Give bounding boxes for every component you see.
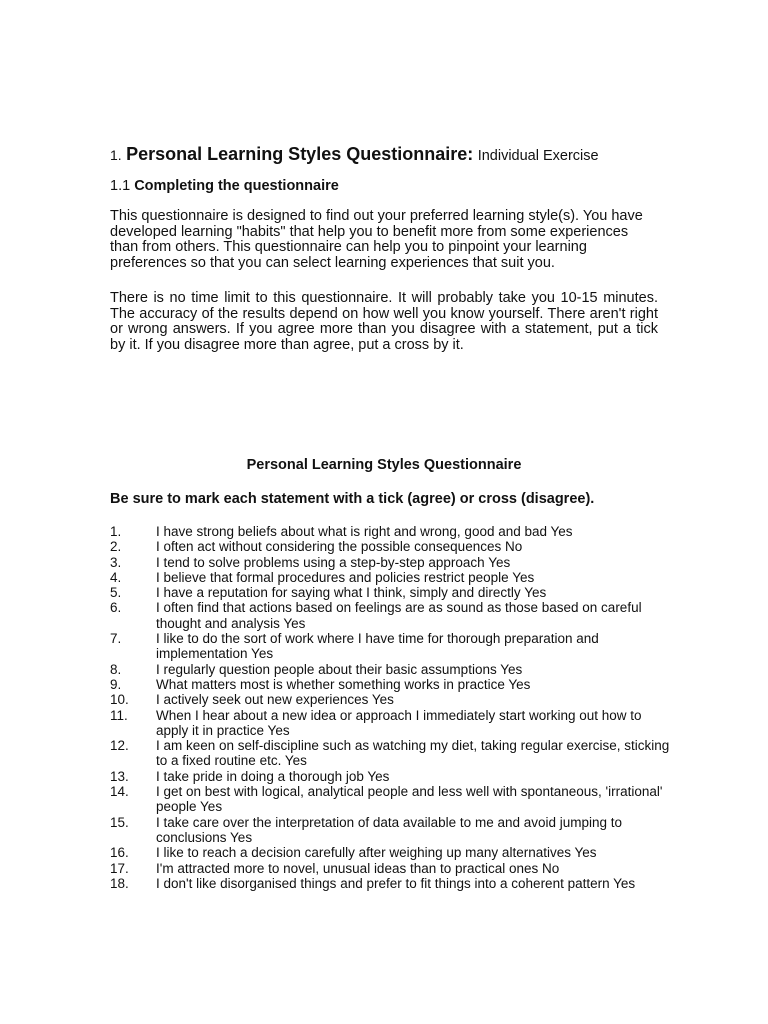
list-item bbox=[110, 876, 670, 891]
item-text: I like to do the sort of work where I have time for thorough preparation and implementation Yes bbox=[156, 631, 599, 662]
list-item bbox=[110, 784, 670, 815]
list-item bbox=[110, 524, 670, 539]
item-text: I often act without considering the possible consequences No bbox=[156, 539, 523, 555]
item-number: 5. bbox=[110, 585, 122, 601]
item-text: I don't like disorganised things and prefer to fit things into a coherent pattern Yes bbox=[156, 875, 636, 891]
list-item bbox=[110, 555, 670, 570]
instructions-paragraph: There is no time limit to this questionnaire. It will probably take you 10-15 minutes. The accuracy of the results depend on how well you know yourself. There aren't right or wrong answers. If you agree more than you disagree with a statement, put a tick by it. If you disagree more than agree, put a cross by it. bbox=[110, 290, 658, 353]
list-item bbox=[110, 600, 670, 631]
list-item bbox=[110, 677, 670, 692]
section-title: Personal Learning Styles Questionnaire: bbox=[126, 144, 474, 164]
item-text: I often find that actions based on feelings are as sound as those based on careful thought and analysis Yes bbox=[156, 600, 642, 631]
list-item bbox=[110, 738, 670, 769]
item-number: 18. bbox=[110, 875, 129, 891]
item-text: I actively seek out new experiences Yes bbox=[156, 692, 394, 708]
item-text: I tend to solve problems using a step-by-step approach Yes bbox=[156, 554, 511, 570]
list-item bbox=[110, 692, 670, 707]
list-item bbox=[110, 845, 670, 860]
item-number: 1. bbox=[110, 524, 122, 539]
item-number: 10. bbox=[110, 692, 129, 708]
list-item bbox=[110, 539, 670, 554]
item-text: When I hear about a new idea or approach I immediately start working out how to apply it in practice Yes bbox=[156, 707, 642, 738]
questionnaire-title: Personal Learning Styles Questionnaire bbox=[246, 457, 522, 473]
item-number: 7. bbox=[110, 631, 122, 647]
item-text: I have strong beliefs about what is right and wrong, good and bad Yes bbox=[156, 524, 573, 539]
list-item bbox=[110, 861, 670, 876]
intro-paragraph: This questionnaire is designed to find out your preferred learning style(s). You have developed learning "habits" that help you to benefit more from some experiences than from others. This questionnaire can help you to pinpoint your learning preferences so that you can select learning experiences that suit you. bbox=[110, 208, 643, 271]
item-text: I'm attracted more to novel, unusual ideas than to practical ones No bbox=[156, 860, 560, 876]
list-item bbox=[110, 769, 670, 784]
section-subtitle: Individual Exercise bbox=[477, 148, 599, 164]
item-text: What matters most is whether something works in practice Yes bbox=[156, 676, 531, 692]
questionnaire-instruction: Be sure to mark each statement with a tick (agree) or cross (disagree). bbox=[110, 491, 595, 507]
list-item bbox=[110, 815, 670, 846]
item-number: 17. bbox=[110, 860, 129, 876]
item-number: 9. bbox=[110, 676, 122, 692]
item-text: I am keen on self-discipline such as watching my diet, taking regular exercise, sticking to a fixed routine etc. Yes bbox=[156, 738, 670, 769]
item-text: I take pride in doing a thorough job Yes bbox=[156, 768, 390, 784]
item-number: 6. bbox=[110, 600, 122, 616]
questionnaire-list bbox=[110, 524, 670, 891]
item-number: 4. bbox=[110, 569, 122, 585]
list-item bbox=[110, 570, 670, 585]
list-item bbox=[110, 708, 670, 739]
item-number: 13. bbox=[110, 768, 129, 784]
item-text: I believe that formal procedures and policies restrict people Yes bbox=[156, 569, 535, 585]
item-number: 16. bbox=[110, 845, 129, 861]
list-item bbox=[110, 662, 670, 677]
item-number: 8. bbox=[110, 661, 122, 677]
item-text: I like to reach a decision carefully after weighing up many alternatives Yes bbox=[156, 845, 597, 861]
list-item bbox=[110, 631, 670, 662]
item-number: 14. bbox=[110, 784, 129, 800]
list-item bbox=[110, 585, 670, 600]
section-number: 1. bbox=[110, 147, 122, 163]
item-number: 11. bbox=[110, 707, 128, 723]
subsection-number: 1.1 bbox=[110, 178, 131, 194]
section-heading bbox=[110, 144, 670, 166]
item-number: 12. bbox=[110, 738, 129, 754]
subsection-heading bbox=[110, 177, 339, 195]
item-number: 2. bbox=[110, 539, 122, 555]
item-text: I regularly question people about their basic assumptions Yes bbox=[156, 661, 523, 677]
subsection-title: Completing the questionnaire bbox=[134, 178, 339, 194]
item-number: 3. bbox=[110, 554, 122, 570]
item-text: I take care over the interpretation of data available to me and avoid jumping to conclusions Yes bbox=[156, 814, 623, 845]
item-text: I get on best with logical, analytical people and less well with spontaneous, 'irrational' people Yes bbox=[156, 784, 663, 815]
item-number: 15. bbox=[110, 814, 129, 830]
item-text: I have a reputation for saying what I think, simply and directly Yes bbox=[156, 585, 547, 601]
